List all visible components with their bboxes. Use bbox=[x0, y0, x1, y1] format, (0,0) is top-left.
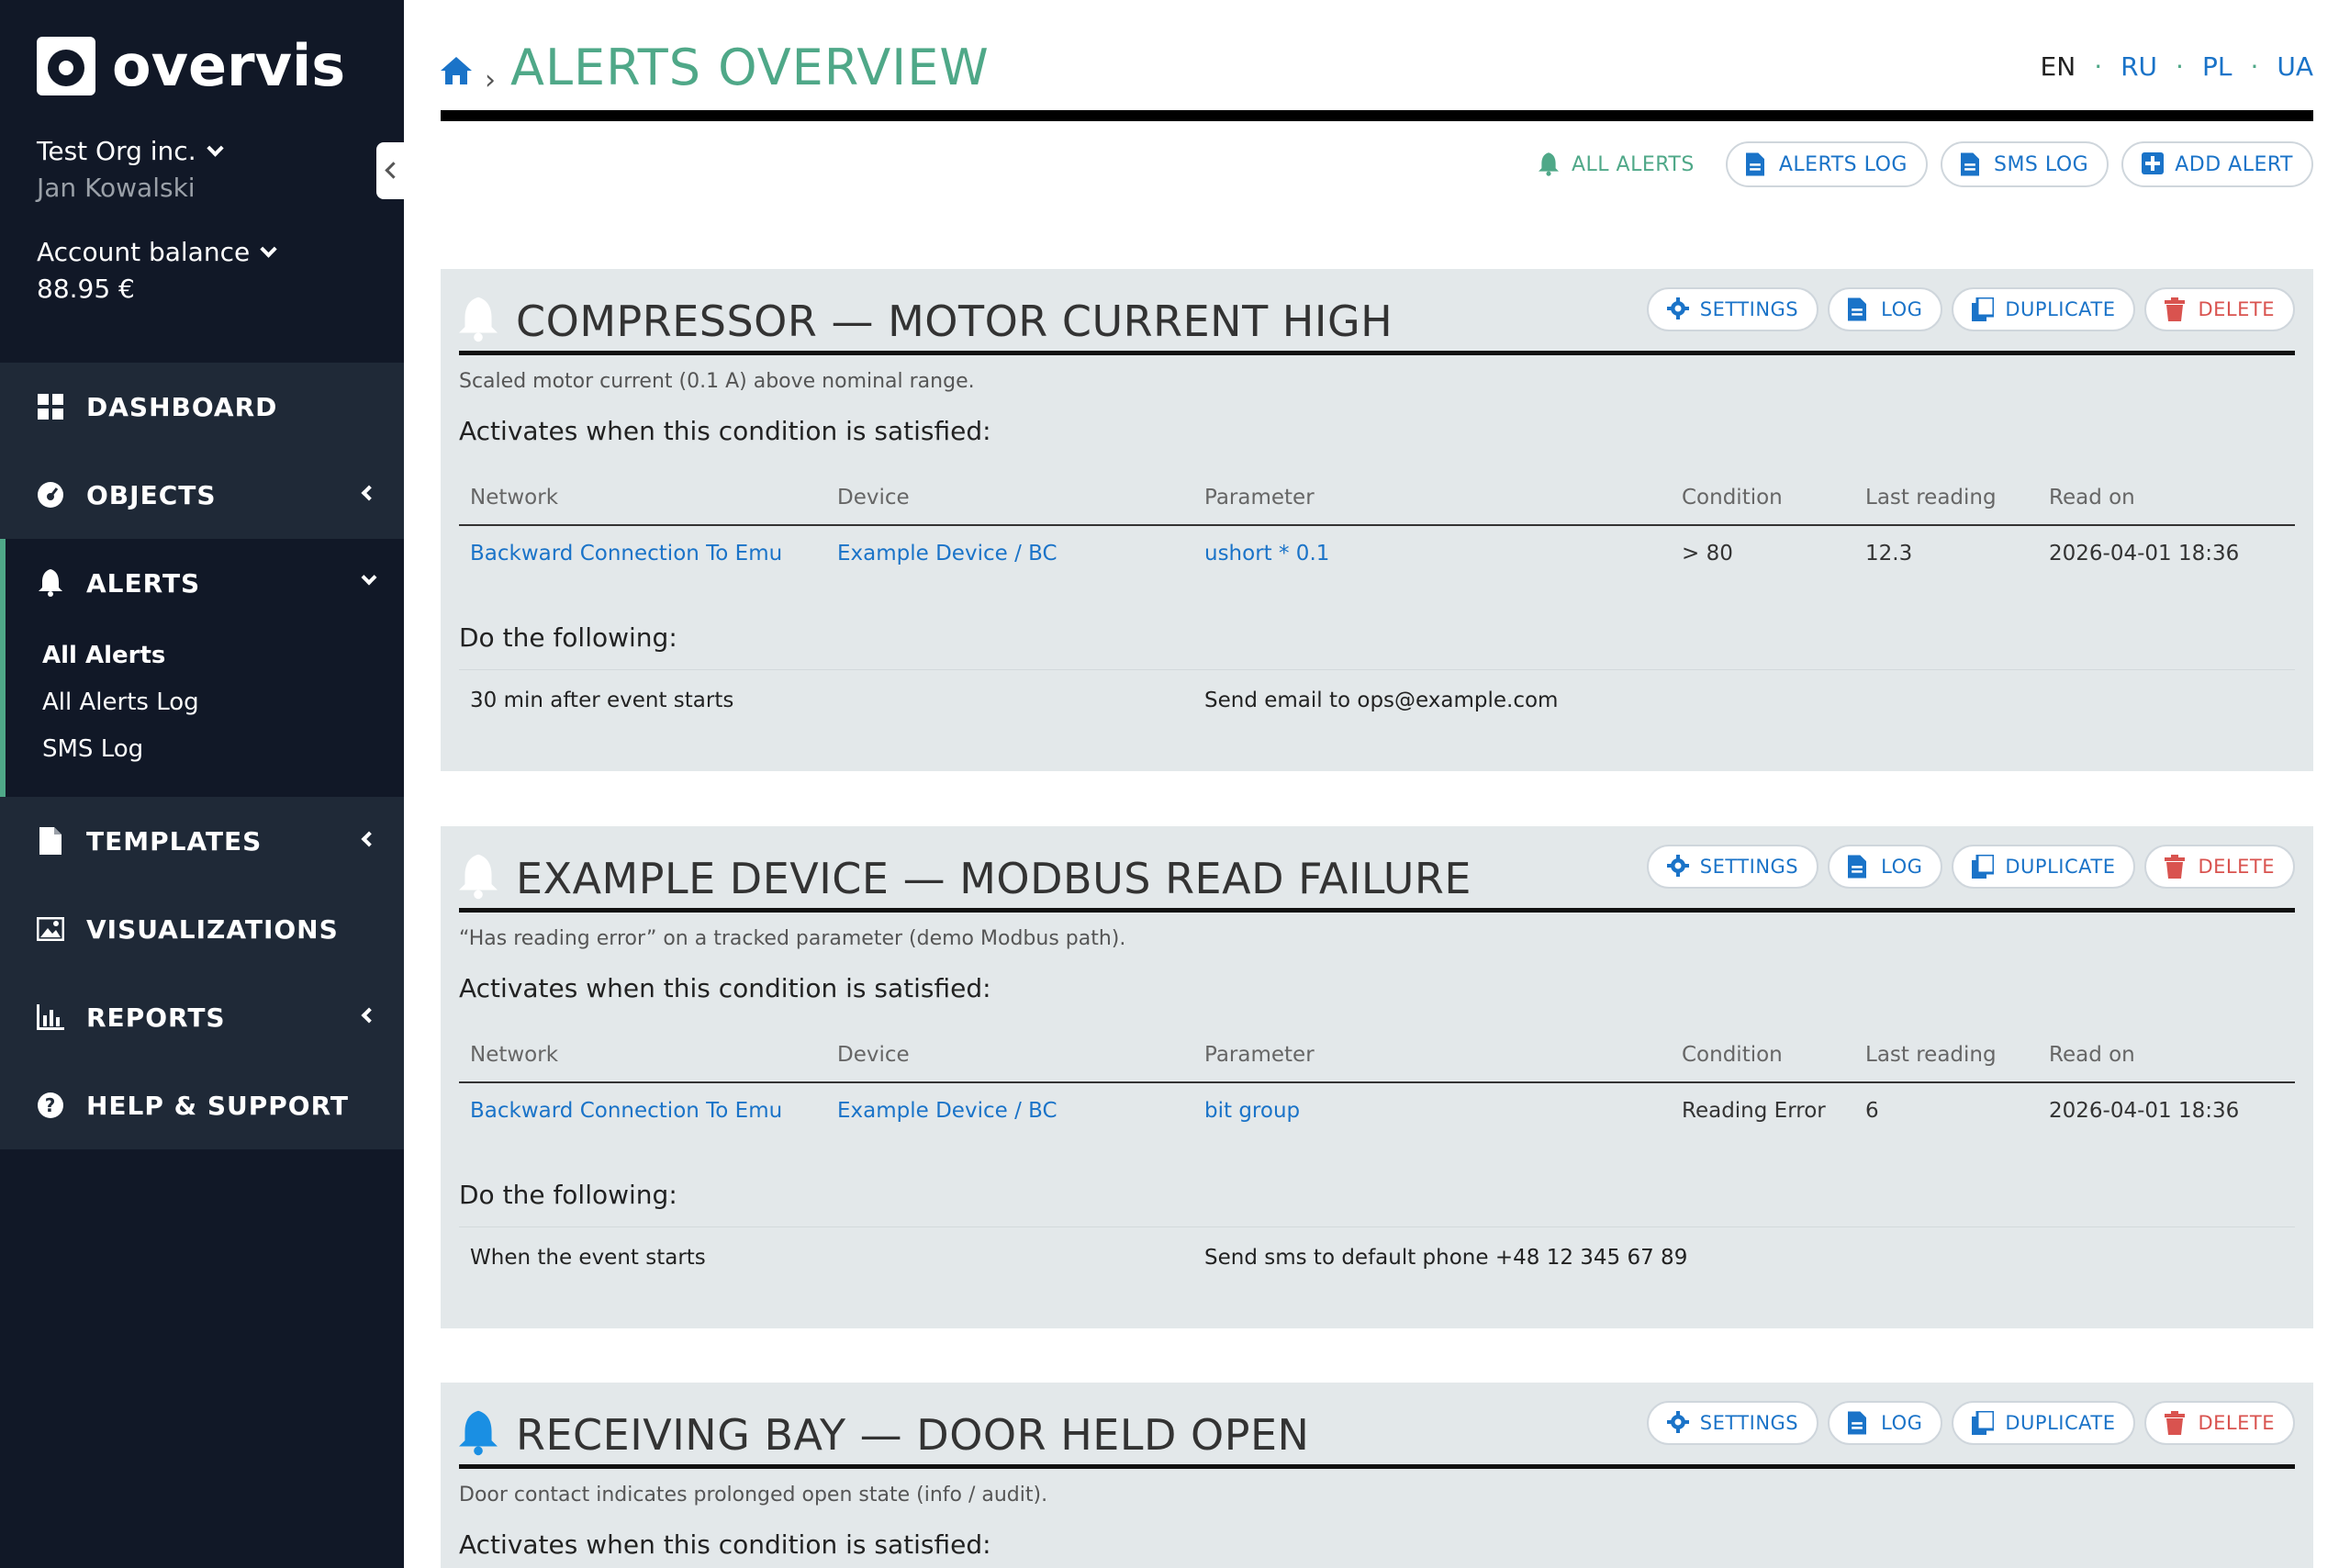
add-alert-button[interactable] bbox=[2121, 141, 2313, 187]
parameter-link[interactable]: bit group bbox=[1204, 1099, 1301, 1123]
sidebar-item-visualizations[interactable] bbox=[0, 885, 404, 973]
org-name: Test Org inc. bbox=[37, 136, 196, 166]
settings-label: SETTINGS bbox=[1699, 298, 1799, 320]
sidebar-subitem-all-alerts-log[interactable]: All Alerts Log bbox=[42, 689, 199, 716]
trash-icon bbox=[2165, 1411, 2185, 1435]
alert-title: COMPRESSOR — MOTOR CURRENT HIGH bbox=[516, 297, 1393, 346]
sidebar bbox=[0, 0, 404, 1568]
help-icon bbox=[37, 1092, 64, 1119]
sidebar-item-objects[interactable] bbox=[0, 451, 404, 539]
action-what: Send email to ops@example.com bbox=[1204, 689, 1559, 712]
actions-heading: Do the following: bbox=[459, 1180, 677, 1210]
alert-card-header bbox=[459, 269, 2295, 355]
document-icon bbox=[1848, 297, 1868, 321]
alert-card bbox=[441, 1383, 2313, 1568]
alert-title: RECEIVING BAY — DOOR HELD OPEN bbox=[516, 1410, 1310, 1460]
log-button[interactable] bbox=[1828, 845, 1942, 889]
alert-card-header bbox=[459, 826, 2295, 913]
condition-value: Reading Error bbox=[1682, 1099, 1826, 1123]
page-toolbar bbox=[1520, 141, 2313, 187]
device-link[interactable]: Example Device / BC bbox=[837, 1099, 1058, 1123]
title-divider bbox=[441, 110, 2313, 121]
condition-heading: Activates when this condition is satisfied: bbox=[459, 416, 991, 446]
parameter-link[interactable]: ushort * 0.1 bbox=[1204, 542, 1330, 566]
sidebar-collapse-button[interactable] bbox=[376, 142, 404, 199]
chevron-down-icon bbox=[261, 241, 277, 257]
table-header bbox=[459, 471, 2295, 526]
device-link[interactable]: Example Device / BC bbox=[837, 542, 1058, 566]
condition-heading: Activates when this condition is satisfied: bbox=[459, 1529, 991, 1560]
settings-button[interactable] bbox=[1647, 845, 1818, 889]
col-device: Device bbox=[837, 1043, 910, 1067]
document-icon bbox=[1848, 1411, 1868, 1435]
lang-ru[interactable]: RU bbox=[2121, 51, 2158, 82]
col-condition: Condition bbox=[1682, 486, 1783, 510]
action-when: 30 min after event starts bbox=[470, 689, 734, 712]
duplicate-label: DUPLICATE bbox=[2005, 856, 2116, 878]
document-icon bbox=[37, 827, 64, 855]
sidebar-nav bbox=[0, 363, 404, 1149]
sms-log-label: SMS LOG bbox=[1993, 152, 2089, 176]
sidebar-item-alerts[interactable] bbox=[6, 539, 404, 627]
chevron-down-icon bbox=[207, 140, 223, 156]
alerts-log-label: ALERTS LOG bbox=[1778, 152, 1908, 176]
delete-label: DELETE bbox=[2198, 856, 2275, 878]
network-link[interactable]: Backward Connection To Emu bbox=[470, 1099, 783, 1123]
sidebar-item-reports[interactable] bbox=[0, 973, 404, 1061]
condition-heading: Activates when this condition is satisfied: bbox=[459, 973, 991, 1003]
col-parameter: Parameter bbox=[1204, 486, 1315, 510]
lang-sep: · bbox=[2176, 51, 2184, 82]
image-icon bbox=[37, 915, 64, 943]
trash-icon bbox=[2165, 297, 2185, 321]
condition-table bbox=[459, 1028, 2295, 1138]
copy-icon bbox=[1972, 855, 1992, 879]
table-row bbox=[459, 526, 2295, 581]
dashboard-icon bbox=[37, 393, 64, 420]
log-button[interactable] bbox=[1828, 287, 1942, 331]
bell-inactive-icon bbox=[459, 854, 498, 900]
logo-icon bbox=[37, 37, 95, 95]
document-icon bbox=[1848, 855, 1868, 879]
gauge-icon bbox=[37, 481, 64, 509]
chevron-left-icon bbox=[362, 1008, 377, 1024]
add-alert-label: ADD ALERT bbox=[2175, 152, 2293, 176]
svg-text:?: ? bbox=[44, 1094, 57, 1116]
sidebar-item-templates[interactable] bbox=[0, 797, 404, 885]
duplicate-button[interactable] bbox=[1952, 287, 2135, 331]
settings-button[interactable] bbox=[1647, 1401, 1818, 1445]
sidebar-item-label: TEMPLATES bbox=[86, 825, 263, 857]
delete-label: DELETE bbox=[2198, 298, 2275, 320]
duplicate-button[interactable] bbox=[1952, 1401, 2135, 1445]
col-condition: Condition bbox=[1682, 1043, 1783, 1067]
actions-heading: Do the following: bbox=[459, 622, 677, 653]
copy-icon bbox=[1972, 297, 1992, 321]
sidebar-item-label: ALERTS bbox=[86, 567, 201, 599]
sidebar-subitem-all-alerts[interactable]: All Alerts bbox=[42, 642, 166, 669]
document-icon bbox=[1746, 152, 1766, 176]
all-alerts-button[interactable] bbox=[1520, 141, 1713, 187]
col-network: Network bbox=[470, 1043, 559, 1067]
log-label: LOG bbox=[1881, 856, 1923, 878]
chevron-left-icon bbox=[362, 486, 377, 501]
trash-icon bbox=[2165, 855, 2185, 879]
duplicate-label: DUPLICATE bbox=[2005, 298, 2116, 320]
alert-description: Door contact indicates prolonged open state (info / audit). bbox=[459, 1484, 1048, 1506]
sidebar-item-dashboard[interactable] bbox=[0, 363, 404, 451]
alert-title: EXAMPLE DEVICE — MODBUS READ FAILURE bbox=[516, 854, 1472, 903]
read-on-value: 2026-04-01 18:36 bbox=[2049, 542, 2240, 566]
log-button[interactable] bbox=[1828, 1401, 1942, 1445]
plus-square-icon bbox=[2142, 152, 2162, 176]
action-when: When the event starts bbox=[470, 1246, 706, 1270]
sidebar-group-alerts bbox=[0, 539, 404, 797]
col-read-on: Read on bbox=[2049, 1043, 2135, 1067]
col-read-on: Read on bbox=[2049, 486, 2135, 510]
alert-card bbox=[441, 826, 2313, 1328]
delete-label: DELETE bbox=[2198, 1412, 2275, 1434]
lang-pl[interactable]: PL bbox=[2201, 51, 2232, 82]
col-network: Network bbox=[470, 486, 559, 510]
bell-icon bbox=[37, 569, 64, 597]
action-what: Send sms to default phone +48 12 345 67 89 bbox=[1204, 1246, 1688, 1270]
col-last-reading: Last reading bbox=[1865, 486, 1997, 510]
sidebar-item-label: OBJECTS bbox=[86, 479, 217, 510]
delete-button[interactable] bbox=[2144, 1401, 2295, 1445]
all-alerts-label: ALL ALERTS bbox=[1571, 152, 1695, 176]
delete-button[interactable] bbox=[2144, 287, 2295, 331]
log-label: LOG bbox=[1881, 298, 1923, 320]
condition-table bbox=[459, 471, 2295, 581]
sidebar-item-label: HELP & SUPPORT bbox=[86, 1090, 349, 1121]
delete-button[interactable] bbox=[2144, 845, 2295, 889]
document-icon bbox=[1961, 152, 1981, 176]
copy-icon bbox=[1972, 1411, 1992, 1435]
gear-icon bbox=[1667, 297, 1687, 321]
duplicate-button[interactable] bbox=[1952, 845, 2135, 889]
app-logo[interactable] bbox=[37, 32, 346, 99]
org-switcher[interactable] bbox=[37, 133, 221, 207]
alert-card bbox=[441, 269, 2313, 771]
col-device: Device bbox=[837, 486, 910, 510]
lang-ua[interactable]: UA bbox=[2277, 51, 2313, 82]
balance-label: Account balance bbox=[37, 237, 251, 267]
sidebar-item-label: VISUALIZATIONS bbox=[86, 913, 339, 945]
network-link[interactable]: Backward Connection To Emu bbox=[470, 542, 783, 566]
chevron-left-icon bbox=[362, 832, 377, 847]
alert-actions bbox=[1647, 287, 2295, 331]
action-row bbox=[459, 1226, 2295, 1283]
alert-card-header bbox=[459, 1383, 2295, 1469]
language-switcher bbox=[2041, 51, 2313, 82]
alerts-subnav bbox=[6, 627, 404, 797]
chevron-down-icon bbox=[362, 570, 377, 586]
alert-actions bbox=[1647, 845, 2295, 889]
settings-label: SETTINGS bbox=[1699, 856, 1799, 878]
gear-icon bbox=[1667, 1411, 1687, 1435]
bar-chart-icon bbox=[37, 1003, 64, 1031]
page-title: ALERTS OVERVIEW bbox=[510, 39, 990, 96]
condition-value: > 80 bbox=[1682, 542, 1733, 566]
logo-text: overvis bbox=[112, 32, 346, 99]
page-header bbox=[441, 37, 2313, 110]
alerts-log-button[interactable] bbox=[1726, 141, 1928, 187]
sidebar-item-help[interactable] bbox=[0, 1061, 404, 1149]
last-reading-value: 6 bbox=[1865, 1099, 1879, 1123]
bell-icon bbox=[1539, 152, 1559, 176]
lang-sep: · bbox=[2250, 51, 2259, 82]
settings-button[interactable] bbox=[1647, 287, 1818, 331]
account-balance[interactable] bbox=[37, 234, 274, 308]
sidebar-item-label: REPORTS bbox=[86, 1002, 226, 1033]
alert-description: Scaled motor current (0.1 A) above nominal range. bbox=[459, 370, 975, 393]
balance-value: 88.95 € bbox=[37, 274, 135, 304]
bell-active-icon bbox=[459, 1410, 498, 1456]
alert-actions bbox=[1647, 1401, 2295, 1445]
duplicate-label: DUPLICATE bbox=[2005, 1412, 2116, 1434]
col-parameter: Parameter bbox=[1204, 1043, 1315, 1067]
lang-current: EN bbox=[2040, 51, 2076, 82]
lang-sep: · bbox=[2094, 51, 2103, 82]
read-on-value: 2026-04-01 18:36 bbox=[2049, 1099, 2240, 1123]
gear-icon bbox=[1667, 855, 1687, 879]
last-reading-value: 12.3 bbox=[1865, 542, 1913, 566]
log-label: LOG bbox=[1881, 1412, 1923, 1434]
col-last-reading: Last reading bbox=[1865, 1043, 1997, 1067]
table-header bbox=[459, 1028, 2295, 1083]
sidebar-item-label: DASHBOARD bbox=[86, 391, 278, 422]
sidebar-subitem-sms-log[interactable]: SMS Log bbox=[42, 735, 144, 763]
settings-label: SETTINGS bbox=[1699, 1412, 1799, 1434]
home-icon[interactable] bbox=[441, 57, 472, 88]
table-row bbox=[459, 1083, 2295, 1138]
sms-log-button[interactable] bbox=[1941, 141, 2109, 187]
user-name: Jan Kowalski bbox=[37, 173, 196, 203]
breadcrumb-separator: › bbox=[485, 64, 496, 96]
bell-inactive-icon bbox=[459, 297, 498, 342]
action-row bbox=[459, 669, 2295, 726]
alert-description: “Has reading error” on a tracked parameter (demo Modbus path). bbox=[459, 927, 1126, 950]
